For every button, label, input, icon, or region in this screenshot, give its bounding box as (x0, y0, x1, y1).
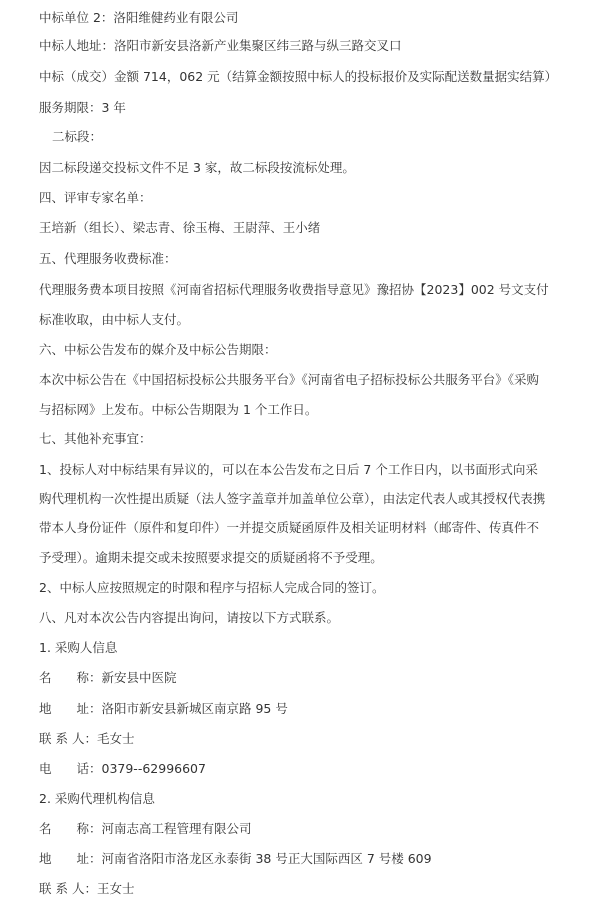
media-text-1: 本次中标公告在《中国招标投标公共服务平台》《河南省电子招标投标公共服务平台》《采购 (39, 373, 540, 387)
winning-bidder-address: 中标人地址：洛阳市新安县洛新产业集聚区纬三路与纵三路交叉口 (39, 39, 402, 53)
media-text-2: 与招标网》上发布。中标公告期限为 1 个工作日。 (39, 403, 318, 417)
agency-address: 地 址：河南省洛阳市洛龙区永泰街 38 号正大国际西区 7 号楼 609 (39, 852, 432, 866)
purchaser-phone: 电 话：0379--62996607 (39, 762, 206, 776)
contract-note: 2、中标人应按照规定的时限和程序与招标人完成合同的签订。 (39, 581, 385, 595)
fee-text-1: 代理服务费本项目按照《河南省招标代理服务收费指导意见》豫招协【2023】002 号文支付 (39, 283, 549, 297)
objection-text-1: 1、投标人对中标结果有异议的，可以在本公告发布之日后 7 个工作日内，以书面形式向采 (39, 463, 538, 477)
service-period: 服务期限：3 年 (39, 101, 126, 115)
agency-contact: 联 系 人：王女士 (39, 882, 135, 896)
objection-text-4: 予受理）。逾期未提交或未按照要求提交的质疑函将不予受理。 (39, 551, 383, 565)
purchaser-name: 名 称：新安县中医院 (39, 671, 177, 685)
objection-text-3: 带本人身份证件（原件和复印件）一并提交质疑函原件及相关证明材料（邮寄件、传真件不 (39, 521, 540, 535)
purchaser-contact: 联 系 人：毛女士 (39, 732, 135, 746)
purchaser-info-heading: 1. 采购人信息 (39, 641, 118, 655)
agency-info-heading: 2. 采购代理机构信息 (39, 792, 155, 806)
lot-2-note: 因二标段递交投标文件不足 3 家，故二标段按流标处理。 (39, 161, 355, 175)
objection-text-2: 购代理机构一次性提出质疑（法人签字盖章并加盖单位公章），由法定代表人或其授权代表携 (39, 492, 546, 506)
section-4-heading: 四、评审专家名单： (39, 191, 152, 205)
section-7-heading: 七、其他补充事宜： (39, 432, 152, 446)
winning-bidder-2: 中标单位 2：洛阳维健药业有限公司 (39, 11, 239, 25)
agency-name: 名 称：河南志高工程管理有限公司 (39, 822, 252, 836)
expert-list: 王培新（组长）、梁志青、徐玉梅、王尉萍、王小绪 (39, 221, 321, 235)
fee-text-2: 标准收取，由中标人支付。 (39, 313, 190, 327)
purchaser-address: 地 址：洛阳市新安县新城区南京路 95 号 (39, 702, 288, 716)
section-8-heading: 八、凡对本次公告内容提出询问，请按以下方式联系。 (39, 611, 340, 625)
winning-amount: 中标（成交）金额 714，062 元（结算金额按照中标人的投标报价及实际配送数量据实结算） (39, 70, 558, 84)
section-lot-2: 二标段： (52, 130, 103, 144)
section-6-heading: 六、中标公告发布的媒介及中标公告期限： (39, 343, 277, 357)
section-5-heading: 五、代理服务收费标准： (39, 252, 177, 266)
